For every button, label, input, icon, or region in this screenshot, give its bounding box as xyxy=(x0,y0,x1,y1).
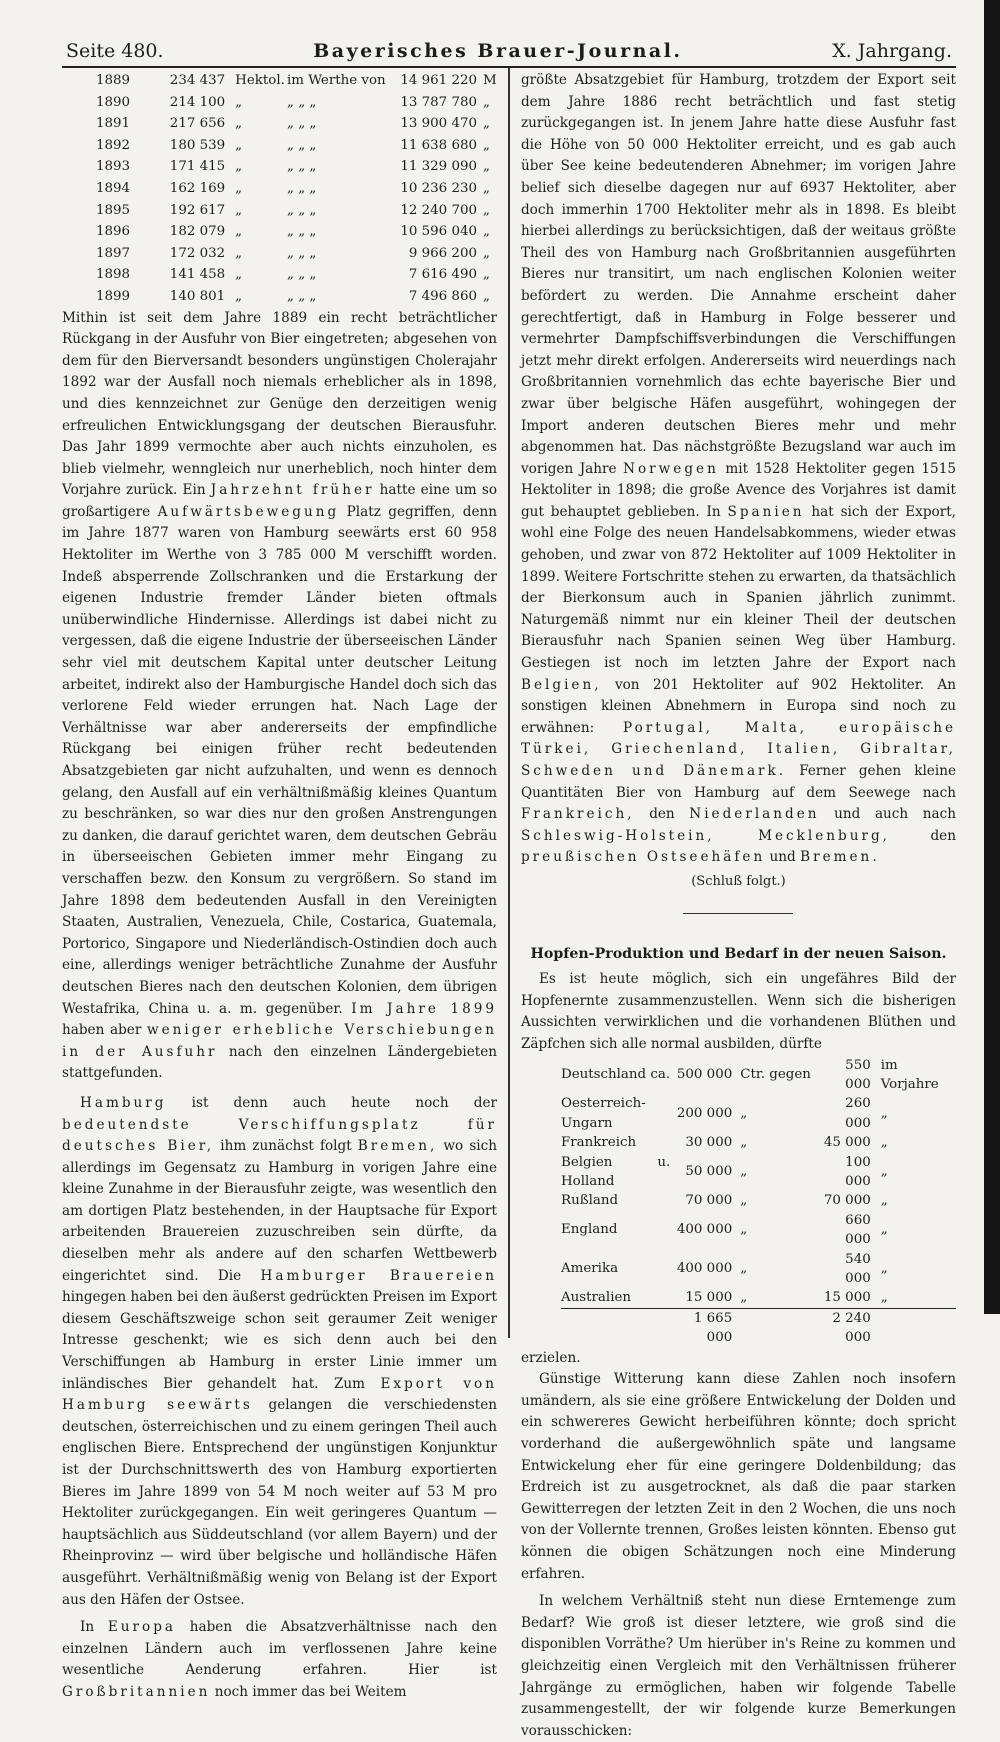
export-unit: „ xyxy=(235,245,243,261)
table-row xyxy=(96,243,497,265)
table-row xyxy=(96,286,497,308)
export-year: 1889 xyxy=(96,73,131,88)
hop-country: Frankreich xyxy=(560,1135,637,1151)
export-year: 1892 xyxy=(96,137,131,153)
hop-previous: 260 000 xyxy=(845,1096,871,1131)
hop-unit: „ xyxy=(740,1261,748,1277)
hop-current: 70 000 xyxy=(685,1193,733,1209)
hop-total-row xyxy=(561,1308,956,1347)
hop-unit: „ xyxy=(740,1164,748,1180)
export-volume: 140 801 xyxy=(169,288,226,304)
hop-total-previous: 2 240 000 xyxy=(817,1308,881,1347)
export-volume: 182 079 xyxy=(169,224,226,240)
hop-note: „ xyxy=(880,1193,888,1209)
table-row xyxy=(561,1153,956,1192)
export-unit: „ xyxy=(235,224,243,240)
export-volume: 171 415 xyxy=(169,159,226,175)
hop-country: England xyxy=(560,1222,618,1238)
table-row xyxy=(96,221,497,243)
table-row xyxy=(561,1133,956,1152)
table-row xyxy=(96,156,497,178)
hop-country: Deutschland ca. xyxy=(560,1067,671,1083)
hop-country: Rußland xyxy=(560,1193,619,1209)
export-currency: „ xyxy=(483,202,490,218)
export-value: 10 236 230 xyxy=(400,180,477,196)
export-volume: 234 437 xyxy=(169,73,226,88)
continued-note: (Schluß folgt.) xyxy=(691,873,786,889)
table-row xyxy=(561,1191,956,1210)
export-table xyxy=(62,70,497,308)
table-row xyxy=(96,135,497,157)
right-column xyxy=(510,70,956,1742)
export-words: im Werthe von xyxy=(287,73,386,88)
export-words: „ „ „ xyxy=(287,94,317,110)
export-unit: „ xyxy=(235,180,243,196)
left-paragraph-1: Mithin ist seit dem Jahre 1889 ein recht beträchtlicher Rückgang in der Ausfuhr von Bier eingetreten; abgesehen von dem für den Bierversandt besonders ungünstigen Cholerajahr 1892 war der Ausfall noch niemals erheblicher als in 1898, und dies kennzeichnet zur Genüge den derzeitigen wenig erfreulichen Entwicklungsgang der deutschen Bierausfuhr. Das Jahr 1899 vermochte aber auch nichts einzuholen, es blieb vielmehr, wenngleich nur unerheblich, noch hinter dem Vorjahre zurück. Ein Jahrzehnt früher hatte eine um so großartigere Aufwärtsbewegung Platz gegriffen, denn im Jahre 1877 waren von Hamburg seewärts erst 60 958 Hektoliter im Werthe von 3 785 000 M verschifft worden. Indeß absperrende Zollschranken und die Erstarkung der eigenen Industrie fremder Länder bieten oftmals unüberwindliche Hindernisse. Allerdings ist dabei nicht zu vergessen, daß die eigene Industrie der überseeischen Länder sehr viel mit deutschem Kapital unter deutscher Leitung arbeitet, indirekt also der Hamburgische Handel doch sich das verlorene Feld wieder errungen hat. Nach Lage der Verhältnisse war aber andererseits der empfindliche Rückgang bei einigen früher recht bedeutenden Absatzgebieten gar nicht aufzuhalten, und wenn es dennoch gelang, den Ausfall auf ein verhältnißmäßig kleines Quantum zu beschränken, so war dies nur den großen Anstrengungen zu danken, die darauf gerichtet waren, dem deutschen Gebräu in überseeischen Gebieten immer mehr Eingang zu verschaffen bezw. den Konsum zu vergrößern. So stand im Jahre 1898 dem bedeutenden Ausfall in den Vereinigten Staaten, Australien, Venezuela, Chile, Costarica, Guatemala, Portorico, Singapore und Niederländisch-Ostindien doch auch eine, allerdings weniger beträchtliche Zunahme der Ausfuhr deutschen Bieres nach den deutschen Kolonien, dem übrigen Westafrika, China u. a. m. gegenüber. Im Jahre 1899 haben aber weniger erhebliche Verschiebungen in der Ausfuhr nach den einzelnen Ländergebieten stattgefunden. xyxy=(62,309,498,1082)
hop-country: Oesterreich-Ungarn xyxy=(560,1096,646,1131)
hop-previous: 70 000 xyxy=(823,1193,871,1209)
export-unit: „ xyxy=(235,159,243,175)
hop-unit: Ctr. gegen xyxy=(740,1067,811,1083)
hop-previous: 45 000 xyxy=(823,1135,871,1151)
export-value: 13 900 470 xyxy=(400,116,477,132)
hop-total-spacer xyxy=(561,1308,670,1347)
export-year: 1896 xyxy=(96,224,131,240)
hop-paragraph-3: In welchem Verhältniß steht nun diese Erntemenge zum Bedarf? Wie groß ist dieser letztere, wie groß sind die disponiblen Vorräthe? Um hierüber in's Reine zu kommen und gleichzeitig einen Vergleich mit den Verhältnissen früherer Jahrgänge zu ermöglichen, haben wir folgende Tabelle zusammengestellt, der wir folgende kurze Bemerkungen vorausschicken: xyxy=(520,1593,956,1739)
export-year: 1898 xyxy=(96,267,131,283)
hop-country: Australien xyxy=(560,1290,632,1306)
export-volume: 214 100 xyxy=(169,94,226,110)
hop-current: 200 000 xyxy=(676,1106,733,1122)
export-currency: „ xyxy=(483,180,490,196)
export-unit: „ xyxy=(235,116,243,132)
table-row xyxy=(96,113,497,135)
export-words: „ „ „ xyxy=(287,137,317,153)
hop-after: erzielen. xyxy=(520,1349,581,1366)
hop-total-current: 1 665 000 xyxy=(670,1308,740,1347)
page-header xyxy=(62,40,956,66)
hop-unit: „ xyxy=(740,1193,748,1209)
table-row xyxy=(96,200,497,222)
hop-previous: 540 000 xyxy=(845,1251,871,1286)
hop-total-gap xyxy=(740,1308,816,1347)
hop-note: „ xyxy=(880,1135,888,1151)
export-words: „ „ „ xyxy=(287,245,317,261)
export-value: 13 787 780 xyxy=(400,94,477,110)
hop-current: 500 000 xyxy=(676,1067,733,1083)
export-year: 1891 xyxy=(96,116,131,132)
export-value: 11 638 680 xyxy=(400,137,477,153)
export-currency: „ xyxy=(483,288,490,304)
export-value: 11 329 090 xyxy=(400,159,477,175)
export-value: 12 240 700 xyxy=(400,202,477,218)
export-words: „ „ „ xyxy=(287,202,317,218)
export-value: 7 496 860 xyxy=(408,288,477,304)
journal-title: Bayerisches Brauer-Journal. xyxy=(313,40,683,62)
volume-label: X. Jahrgang. xyxy=(832,40,952,62)
export-currency: „ xyxy=(483,224,490,240)
export-year: 1894 xyxy=(96,180,131,196)
export-value: 9 966 200 xyxy=(408,245,477,261)
export-currency: „ xyxy=(483,137,490,153)
table-row xyxy=(561,1250,956,1289)
export-currency: „ xyxy=(483,245,490,261)
export-currency: „ xyxy=(483,94,490,110)
hop-note: „ xyxy=(880,1290,888,1306)
hop-paragraph-2: Günstige Witterung kann diese Zahlen noch insofern umändern, als sie eine größere Entwickelung der Dolden und ein schwereres Gewicht herbeiführen könnte; doch spricht vorderhand die außergewöhnlich späte und langsame Entwickelung eher für eine geringere Doldenbildung; das Erdreich ist zu ausgetrocknet, als daß die paar starken Gewitterregen der letzten Zeit in den 2 Wochen, die uns noch von der Vollernte trennen, Großes leisten könnten. Ebenso gut können die obigen Schätzungen noch eine Minderung erfahren. xyxy=(520,1371,956,1582)
table-row xyxy=(96,92,497,114)
hop-previous: 100 000 xyxy=(845,1154,871,1189)
hop-note: „ xyxy=(880,1222,888,1238)
table-row xyxy=(96,178,497,200)
left-column xyxy=(62,70,508,1742)
hop-current: 400 000 xyxy=(676,1222,733,1238)
export-unit: „ xyxy=(235,137,243,153)
table-row xyxy=(96,264,497,286)
hop-note: „ xyxy=(880,1164,888,1180)
export-year: 1897 xyxy=(96,245,131,261)
hop-previous: 660 000 xyxy=(845,1212,871,1248)
hop-unit: „ xyxy=(740,1135,748,1151)
article-title: Hopfen-Produktion und Bedarf in der neuen Saison. xyxy=(530,945,947,962)
export-volume: 141 458 xyxy=(169,267,226,283)
export-unit: „ xyxy=(235,288,243,304)
hop-intro: Es ist heute möglich, sich ein ungefähres Bild der Hopfenernte zusammenzustellen. Wenn sich die bisherigen Aussichten verwirklichen und die vorhandenen Blüthen und Zäpfchen sich alle normal ausbilden, dürfte xyxy=(520,971,956,1052)
hop-unit: „ xyxy=(740,1106,748,1122)
hop-current: 15 000 xyxy=(685,1290,733,1306)
export-words: „ „ „ xyxy=(287,116,317,132)
hop-total-end xyxy=(881,1308,956,1347)
export-year: 1895 xyxy=(96,202,131,218)
export-volume: 192 617 xyxy=(169,202,226,218)
right-paragraph-1: größte Absatzgebiet für Hamburg, trotzdem der Export seit dem Jahre 1886 recht beträchtlich und fast stetig zurückgegangen ist. In jenem Jahre hatte diese Ausfuhr fast die Höhe von 50 000 Hektoliter erreicht, und es gab auch über See keine bedeutenderen Abnehmer; im vorigen Jahre belief sich dieselbe dagegen nur auf 6937 Hektoliter, aber doch immerhin 1700 Hektoliter mehr als in 1898. Es bleibt hierbei allerdings zu berücksichtigen, daß der weitaus größte Theil des von Hamburg nach Großbritannien ausgeführten Bieres nur transitirt, um nach englischen Kolonien weiter befördert zu werden. Die Annahme erscheint daher gerechtfertigt, daß in Hamburg in Folge besserer und vermehrter Dampfschiffsverbindungen die Verschiffungen jetzt mehr direkt erfolgen. Andererseits wird neuerdings nach Großbritannien vornehmlich das echte bayerische Bier und zwar über belgische Häfen ausgeführt, wohingegen der Import anderen deutschen Bieres mehr und mehr abgenommen hat. Das nächstgrößte Bezugsland war auch im vorigen Jahre Norwegen mit 1528 Hektoliter gegen 1515 Hektoliter in 1898; die große Avence des Vorjahres ist damit gut behauptet geblieben. In Spanien hat sich der Export, wohl eine Folge des neuen Handelsabkommens, wieder etwas gehoben, und zwar von 872 Hektoliter auf 1009 Hektoliter in 1899. Weitere Fortschritte stehen zu erwarten, da thatsächlich der Bierkonsum auch in Spanien jährlich zunimmt. Naturgemäß nimmt nur ein kleiner Theil der deutschen Bierausfuhr nach Spanien seinen Weg über Hamburg. Gestiegen ist noch im letzten Jahre der Export nach Belgien, von 201 Hektoliter auf 902 Hektoliter. An sonstigen kleinen Abnehmern in Europa sind noch zu erwähnen: Portugal, Malta, europäische Türkei, Griechenland, Italien, Gibraltar, Schweden und Dänemark. Ferner gehen kleine Quantitäten Bier von Hamburg auf dem Seewege nach Frankreich, den Niederlanden und auch nach Schleswig-Holstein, Mecklenburg, den preußischen Ostseehäfen und Bremen. xyxy=(520,72,956,866)
export-unit: Hektol. xyxy=(235,73,285,88)
export-currency: „ xyxy=(483,267,490,283)
hop-current: 50 000 xyxy=(685,1164,733,1180)
export-unit: „ xyxy=(235,267,243,283)
export-words: „ „ „ xyxy=(287,288,317,304)
table-row xyxy=(561,1211,956,1250)
hop-current: 30 000 xyxy=(685,1135,733,1151)
export-year: 1899 xyxy=(96,288,131,304)
export-value: 10 596 040 xyxy=(400,224,477,240)
hop-note: im Vorjahre xyxy=(880,1057,939,1092)
hop-note: „ xyxy=(880,1261,888,1277)
export-year: 1893 xyxy=(96,159,131,175)
book-spine xyxy=(984,0,1000,1314)
export-volume: 172 032 xyxy=(169,245,226,261)
export-words: „ „ „ xyxy=(287,267,317,283)
hop-previous: 15 000 xyxy=(823,1290,871,1306)
export-value: 7 616 490 xyxy=(408,267,477,283)
hop-country: Amerika xyxy=(560,1261,619,1277)
hop-unit: „ xyxy=(740,1290,748,1306)
hop-current: 400 000 xyxy=(676,1261,733,1277)
left-paragraph-3: In Europa haben die Absatzverhältnisse nach den einzelnen Ländern auch im verflossenen Jahre keine wesentliche Aenderung erfahren. Hier ist Großbritannien noch immer das bei Weitem xyxy=(62,1619,498,1700)
export-words: „ „ „ xyxy=(287,224,317,240)
table-row xyxy=(96,70,497,92)
hop-country: Belgien u. Holland xyxy=(560,1154,671,1189)
export-words: „ „ „ xyxy=(287,180,317,196)
export-currency: M xyxy=(483,73,497,88)
export-unit: „ xyxy=(235,94,243,110)
left-paragraph-2: Hamburg ist denn auch heute noch der bedeutendste Verschiffungsplatz für deutsches Bier, ihm zunächst folgt Bremen, wo sich allerdings im Gegensatz zu Hamburg in vorigen Jahre eine kleine Zunahme in der Bierausfuhr zeigte, was wesentlich den am dortigen Platz bestehenden, in der Hauptsache für Export arbeitenden Brauereien zuzuschreiben sein dürfte, da dieselben mehr als andere auf den scharfen Wettbewerb eingerichtet sind. Die Hamburger Brauereien hingegen haben bei den äußerst gedrückten Preisen im Export diesem Geschäftszweige schon seit geraumer Zeit weniger Intresse geschenkt; wie es sich denn auch bei den Verschiffungen ab Hamburg in erster Linie immer um inländisches Bier gehandelt hat. Zum Export von Hamburg seewärts gelangen die verschiedensten deutschen, österreichischen und zu einem geringen Theil auch englischen Biere. Entsprechend der ungünstigen Konjunktur ist der Durchschnittswerth des von Hamburg exportierten Bieres im Jahre 1899 von 54 M noch weiter auf 53 M pro Hektoliter zurückgegangen. Ein weit geringeres Quantum — hauptsächlich aus Süddeutschland (vor allem Bayern) und der Rheinprovinz — wird über belgische und holländische Häfen ausgeführt. Verhältnißmäßig wenig von Belang ist der Export aus den Häfen der Ostsee. xyxy=(62,1094,498,1608)
export-currency: „ xyxy=(483,116,490,132)
text-columns xyxy=(62,70,956,1742)
export-currency: „ xyxy=(483,159,490,175)
section-divider xyxy=(683,913,793,914)
hop-note: „ xyxy=(880,1106,888,1122)
export-volume: 217 656 xyxy=(169,116,226,132)
table-row xyxy=(561,1056,956,1095)
hop-unit: „ xyxy=(740,1222,748,1238)
page-number: Seite 480. xyxy=(66,40,164,62)
export-unit: „ xyxy=(235,202,243,218)
export-year: 1890 xyxy=(96,94,131,110)
export-volume: 162 169 xyxy=(169,180,226,196)
export-value: 14 961 220 xyxy=(400,73,477,88)
export-volume: 180 539 xyxy=(169,137,226,153)
export-words: „ „ „ xyxy=(287,159,317,175)
table-row xyxy=(561,1094,956,1133)
table-row xyxy=(561,1288,956,1308)
hop-previous: 550 000 xyxy=(845,1057,871,1092)
hop-table xyxy=(521,1056,956,1348)
